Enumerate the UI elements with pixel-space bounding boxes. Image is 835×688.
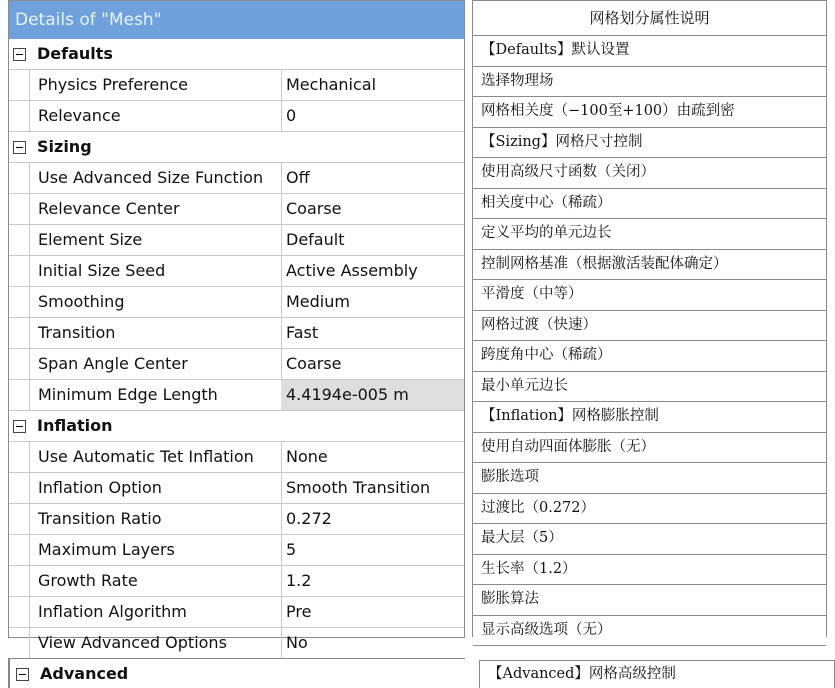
description-row: 【Defaults】默认设置 xyxy=(473,36,826,67)
property-row[interactable] xyxy=(9,256,464,287)
group-label: Inflation xyxy=(37,416,113,435)
description-row: 相关度中心（稀疏） xyxy=(473,189,826,220)
description-table xyxy=(472,0,827,637)
description-row: 使用高级尺寸函数（关闭） xyxy=(473,158,826,189)
property-value[interactable]: Coarse xyxy=(286,354,342,373)
property-row[interactable] xyxy=(9,566,464,597)
property-row[interactable] xyxy=(9,287,464,318)
collapse-icon[interactable] xyxy=(16,668,29,681)
property-name: Physics Preference xyxy=(29,70,282,100)
description-header: 网格划分属性说明 xyxy=(473,1,826,36)
property-value[interactable]: Active Assembly xyxy=(286,261,418,280)
property-name: Use Automatic Tet Inflation xyxy=(29,442,282,472)
property-name: View Advanced Options xyxy=(29,628,282,658)
collapse-icon[interactable] xyxy=(13,420,26,433)
panel-title: Details of "Mesh" xyxy=(9,1,464,39)
property-row[interactable] xyxy=(9,318,464,349)
property-name: Initial Size Seed xyxy=(29,256,282,286)
property-value[interactable]: Medium xyxy=(286,292,350,311)
details-panel xyxy=(8,0,465,652)
property-name: Transition xyxy=(29,318,282,348)
collapse-icon[interactable] xyxy=(13,48,26,61)
property-row[interactable] xyxy=(9,70,464,101)
description-row: 跨度角中心（稀疏） xyxy=(473,341,826,372)
group-inflation xyxy=(9,411,464,442)
property-row[interactable] xyxy=(9,535,464,566)
property-name: Element Size xyxy=(29,225,282,255)
description-row: 最小单元边长 xyxy=(473,372,826,403)
property-name: Minimum Edge Length xyxy=(29,380,282,410)
property-name: Use Advanced Size Function xyxy=(29,163,282,193)
description-row: 平滑度（中等） xyxy=(473,280,826,311)
property-value[interactable]: 0.272 xyxy=(286,509,332,528)
property-row[interactable] xyxy=(9,380,464,411)
description-row: 过渡比（0.272） xyxy=(473,494,826,525)
property-name: Smoothing xyxy=(29,287,282,317)
property-name: Relevance xyxy=(29,101,282,131)
property-name: Relevance Center xyxy=(29,194,282,224)
property-row[interactable] xyxy=(9,628,464,659)
description-row: 【Sizing】网格尺寸控制 xyxy=(473,128,826,159)
collapse-icon[interactable] xyxy=(13,141,26,154)
property-name: Inflation Option xyxy=(29,473,282,503)
description-row: 网格过渡（快速） xyxy=(473,311,826,342)
property-name: Transition Ratio xyxy=(29,504,282,534)
property-row[interactable] xyxy=(9,473,464,504)
description-row: 控制网格基准（根据激活装配体确定） xyxy=(473,250,826,281)
property-value[interactable]: Pre xyxy=(286,602,312,621)
property-value[interactable]: Fast xyxy=(286,323,319,342)
group-label: Sizing xyxy=(37,137,92,156)
group-sizing xyxy=(9,132,464,163)
property-row[interactable] xyxy=(9,504,464,535)
property-name: Inflation Algorithm xyxy=(29,597,282,627)
property-value[interactable]: Smooth Transition xyxy=(286,478,431,497)
property-value[interactable]: 1.2 xyxy=(286,571,312,590)
property-value[interactable]: No xyxy=(286,633,308,652)
description-row: 生长率（1.2） xyxy=(473,555,826,586)
property-value[interactable]: 5 xyxy=(286,540,297,559)
description-row: 网格相关度（−100至+100）由疏到密 xyxy=(473,97,826,128)
description-row: 显示高级选项（无） xyxy=(473,616,826,647)
property-value[interactable]: Default xyxy=(286,230,345,249)
group-advanced xyxy=(8,658,465,688)
description-advanced: 【Advanced】网格高级控制 xyxy=(479,660,835,688)
property-row[interactable] xyxy=(9,163,464,194)
description-row: 使用自动四面体膨胀（无） xyxy=(473,433,826,464)
property-value[interactable]: Mechanical xyxy=(286,75,377,94)
description-row: 膨胀算法 xyxy=(473,585,826,616)
property-name: Span Angle Center xyxy=(29,349,282,379)
property-value[interactable]: 0 xyxy=(286,106,297,125)
property-value[interactable]: None xyxy=(286,447,328,466)
property-name: Growth Rate xyxy=(29,566,282,596)
group-label: Advanced xyxy=(40,664,129,683)
property-value[interactable]: 4.4194e-005 m xyxy=(281,380,464,410)
description-row: 选择物理场 xyxy=(473,67,826,98)
property-row[interactable] xyxy=(9,597,464,628)
property-row[interactable] xyxy=(9,349,464,380)
description-row: 【Inflation】网格膨胀控制 xyxy=(473,402,826,433)
description-row: 膨胀选项 xyxy=(473,463,826,494)
group-defaults xyxy=(9,39,464,70)
property-name: Maximum Layers xyxy=(29,535,282,565)
description-row: 最大层（5） xyxy=(473,524,826,555)
property-row[interactable] xyxy=(9,225,464,256)
property-value[interactable]: Off xyxy=(286,168,310,187)
property-row[interactable] xyxy=(9,101,464,132)
group-label: Defaults xyxy=(37,44,113,63)
property-row[interactable] xyxy=(9,442,464,473)
description-row: 定义平均的单元边长 xyxy=(473,219,826,250)
property-row[interactable] xyxy=(9,194,464,225)
property-value[interactable]: Coarse xyxy=(286,199,342,218)
